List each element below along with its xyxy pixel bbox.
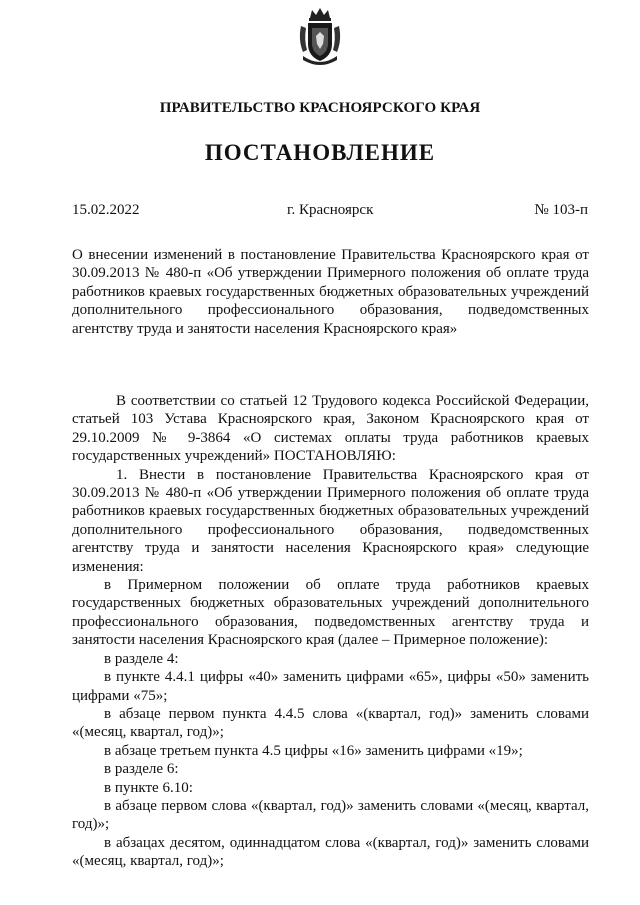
- organization-name: ПРАВИТЕЛЬСТВО КРАСНОЯРСКОГО КРАЯ: [159, 100, 481, 116]
- document-title-block: [72, 246, 589, 338]
- document-body: [72, 392, 589, 871]
- document-type: ПОСТАНОВЛЕНИЕ: [204, 140, 436, 165]
- document-number: № 103-п: [534, 202, 588, 218]
- paragraph-point-4-4-5: в абзаце первом пункта 4.4.5 слова «(квартал, год)» заменить словами «(месяц, квартал, год)»;: [72, 705, 589, 741]
- paragraph-point-4-5: в абзаце третьем пункта 4.5 цифры «16» заменить цифрами «19»;: [104, 742, 523, 759]
- document-city: г. Красноярск: [287, 202, 374, 218]
- paragraph-section-6: в разделе 6:: [104, 761, 179, 778]
- paragraph-point-6-10-first: в абзаце первом слова «(квартал, год)» заменить словами «(месяц, квартал, год)»;: [72, 797, 589, 833]
- paragraph-point-6-10-tenth: в абзацах десятом, одиннадцатом слова «(квартал, год)» заменить словами «(месяц, квартал, год)»;: [72, 834, 589, 870]
- paragraph-point-6-10: в пункте 6.10:: [104, 779, 193, 796]
- krasnoyarsk-coat-of-arms-icon: [297, 6, 343, 66]
- paragraph-section-4: в разделе 4:: [104, 650, 179, 667]
- paragraph-preamble: В соответствии со статьей 12 Трудового кодекса Российской Федерации, статьей 103 Устава Красноярского края, Законом Красноярского края от 29.10.2009 № 9-3864 «О системах оплаты труда работников краевых государственных учреждений» ПОСТАНОВЛЯЮ:: [72, 393, 589, 465]
- document-date: 15.02.2022: [72, 202, 140, 218]
- paragraph-point-4-4-1: в пункте 4.4.1 цифры «40» заменить цифрами «65», цифры «50» заменить цифрами «75»;: [72, 669, 589, 704]
- paragraph-changes-intro: в Примерном положении об оплате труда работников краевых государственных бюджетных образовательных учреждений дополнительного профессионального образования, подведомственных агентству труда и занятости населения Красноярского края (далее – Примерное положение):: [72, 577, 589, 649]
- paragraph-item-1: 1. Внести в постановление Правительства Красноярского края от 30.09.2013 № 480-п «Об утверждении Примерного положения об оплате труда работников краевых государственных бюджетных образовательных учреждений дополнительного профессионального образования, подведомственных агентству труда и занятости населения Красноярского края» следующие изменения:: [72, 466, 589, 575]
- document-title: О внесении изменений в постановление Правительства Красноярского края от 30.09.2013 № 480-п «Об утверждении Примерного положения об оплате труда работников краевых государственных бюджетных образовательных учреждений дополнительного профессионального образования, подведомственных агентству труда и занятости населения Красноярского края»: [72, 247, 589, 337]
